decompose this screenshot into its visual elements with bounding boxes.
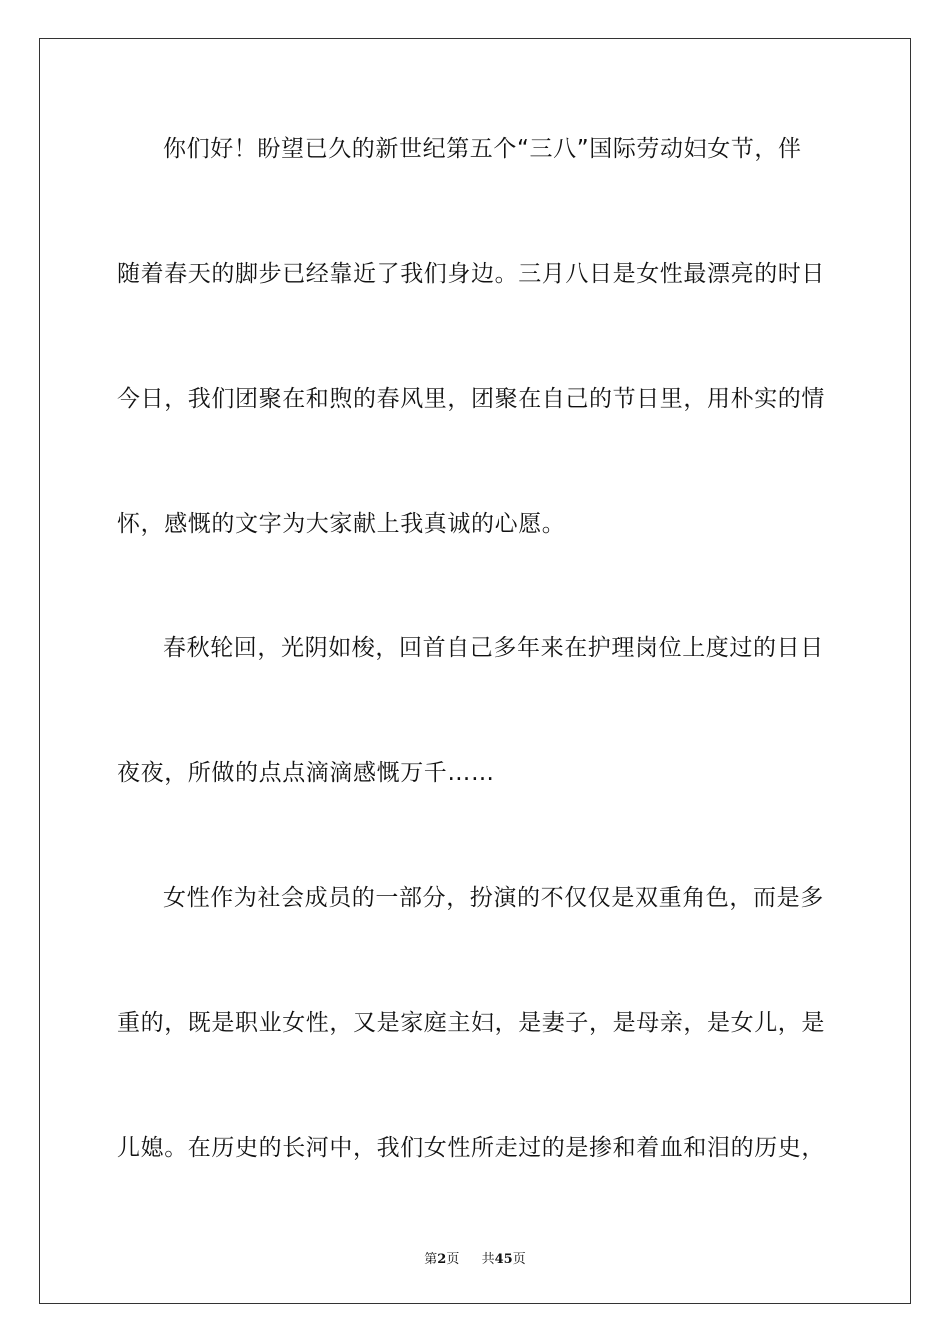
paragraph-2-line-2: 夜夜，所做的点点滴滴感慨万千……: [117, 760, 495, 786]
paragraph-3-line-2: 重的，既是职业女性，又是家庭主妇，是妻子，是母亲，是女儿，是: [117, 1010, 825, 1036]
page-footer: [0, 1248, 950, 1267]
paragraph-1-line-4: 怀，感慨的文字为大家献上我真诚的心愿。: [117, 511, 566, 537]
footer-total-suffix: 页: [512, 1252, 526, 1267]
paragraph-3-line-3: 儿媳。在历史的长河中，我们女性所走过的是掺和着血和泪的历史，: [117, 1135, 825, 1161]
paragraph-1-line-2: 随着春天的脚步已经靠近了我们身边。三月八日是女性最漂亮的时日: [117, 261, 825, 287]
footer-page-prefix: 第: [424, 1252, 438, 1267]
page-frame: [39, 38, 911, 1304]
paragraph-1-line-3: 今日，我们团聚在和煦的春风里，团聚在自己的节日里，用朴实的情: [117, 386, 825, 412]
footer-total-prefix: 共: [481, 1252, 495, 1267]
footer-total-pages: 45: [494, 1252, 513, 1267]
footer-page-number: 2: [437, 1252, 447, 1267]
footer-page-suffix: 页: [446, 1252, 460, 1267]
paragraph-1-line-1: 你们好！盼望已久的新世纪第五个“三八”国际劳动妇女节，伴: [163, 136, 802, 162]
paragraph-3-line-1: 女性作为社会成员的一部分，扮演的不仅仅是双重角色，而是多: [163, 885, 824, 911]
paragraph-2-line-1: 春秋轮回，光阴如梭，回首自己多年来在护理岗位上度过的日日: [163, 635, 824, 661]
